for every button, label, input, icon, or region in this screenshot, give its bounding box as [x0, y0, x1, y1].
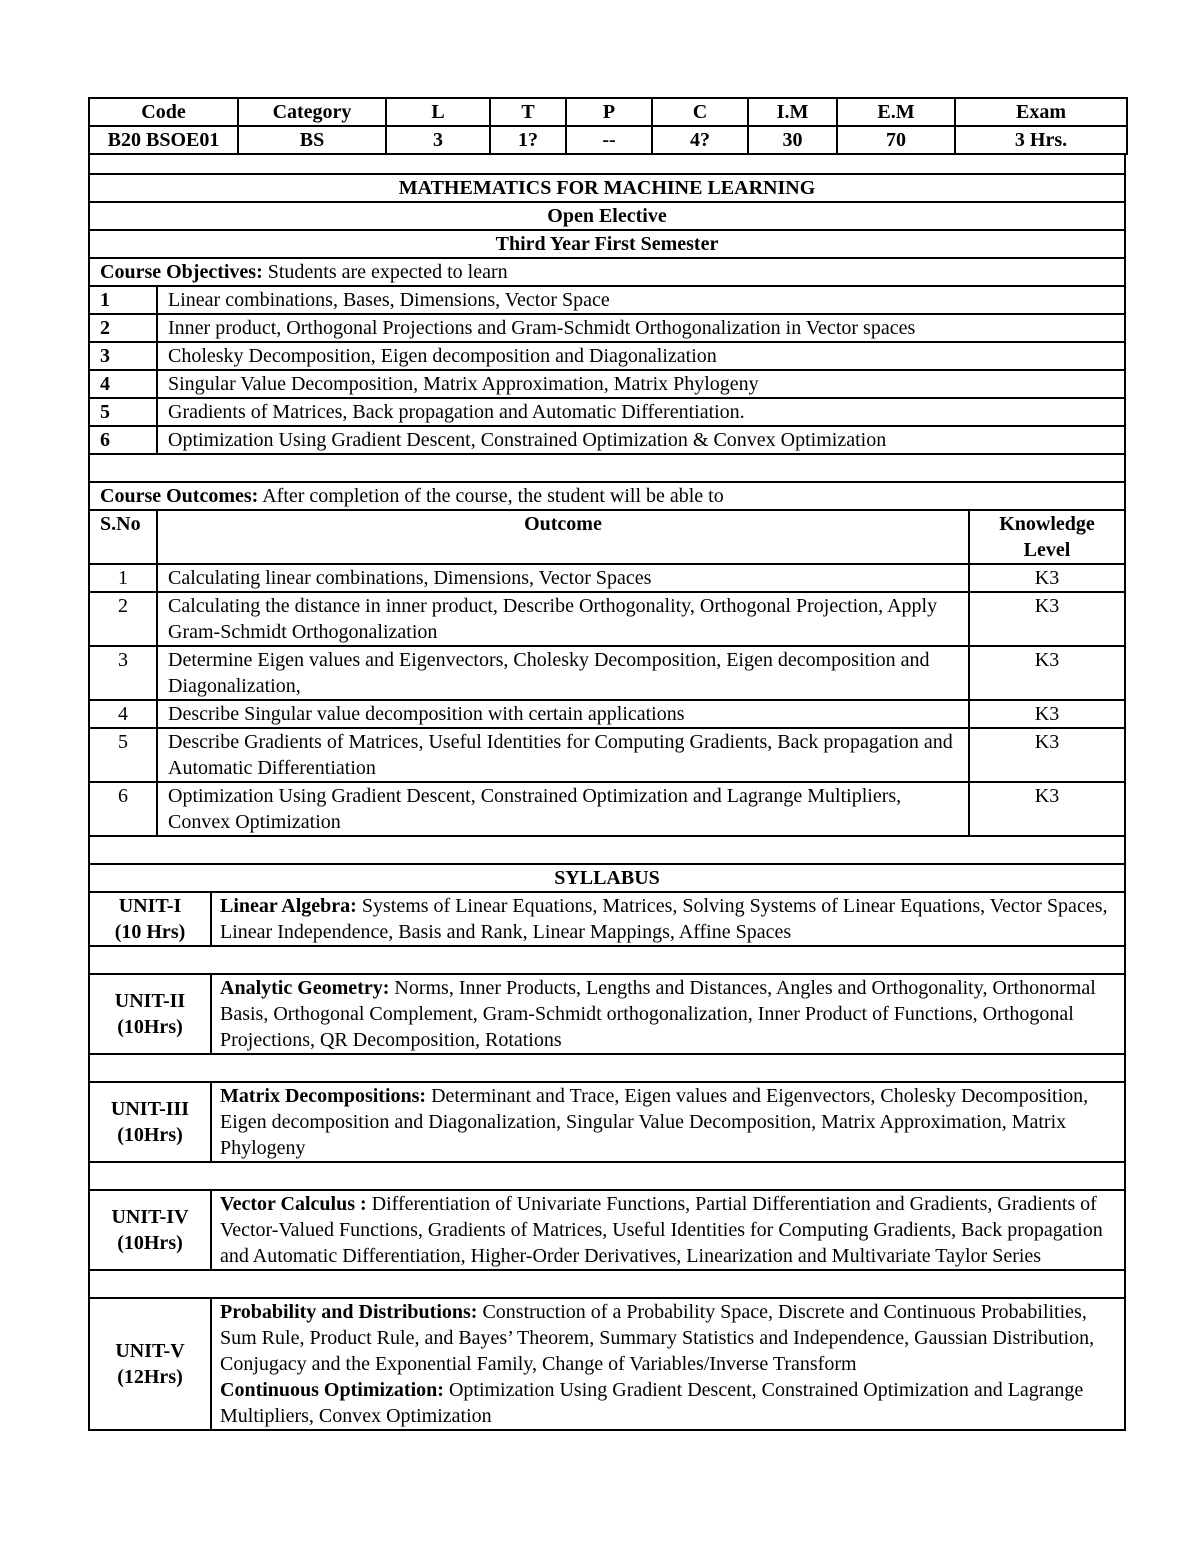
- objective-text: Linear combinations, Bases, Dimensions, Vector Space: [157, 286, 1125, 314]
- outcomes-label: Course Outcomes:: [100, 485, 259, 507]
- syllabus-heading: SYLLABUS: [89, 864, 1125, 892]
- unit-hours: (10Hrs): [117, 1016, 183, 1038]
- header-values-row: [89, 126, 1127, 154]
- outcome-row: [89, 782, 1125, 836]
- unit-name: UNIT-V: [115, 1340, 185, 1362]
- spacer-row: [89, 454, 1125, 482]
- course-subtitle-row: [89, 202, 1125, 230]
- spacer-row: [89, 1054, 1125, 1082]
- unit-description: Differentiation of Univariate Functions, Partial Differentiation and Gradients, Gradients of Vector-Valued Functions, Gradients of Matrices, Useful Identities for Computing Gradients, Back propagation and Automatic Differentiation, Higher-Order Derivatives, Linearization and Multivariate Taylor Series: [220, 1193, 1103, 1267]
- col-l-label: L: [386, 98, 490, 126]
- category-value: BS: [238, 126, 386, 154]
- outcomes-intro-row: [89, 482, 1125, 510]
- objective-number: 1: [89, 286, 157, 314]
- spacer-row: [89, 1270, 1125, 1298]
- outcome-sno: 2: [89, 592, 157, 646]
- unit-name: UNIT-IV: [111, 1206, 189, 1228]
- outcome-text: Describe Gradients of Matrices, Useful Identities for Computing Gradients, Back propagation and Automatic Differentiation: [157, 728, 969, 782]
- outcome-row: [89, 592, 1125, 646]
- unit-description-secondary: Optimization Using Gradient Descent, Constrained Optimization and Lagrange Multipliers, Convex Optimization: [220, 1379, 1084, 1427]
- outcomes-header-row: [89, 510, 1125, 564]
- l-value: 3: [386, 126, 490, 154]
- objective-text: Cholesky Decomposition, Eigen decomposition and Diagonalization: [157, 342, 1125, 370]
- outcome-text: Determine Eigen values and Eigenvectors, Cholesky Decomposition, Eigen decomposition and Diagonalization,: [157, 646, 969, 700]
- unit-topic: Linear Algebra:: [220, 895, 357, 917]
- unit-name: UNIT-I: [118, 895, 182, 917]
- unit-name: UNIT-II: [114, 990, 186, 1012]
- c-value: 4?: [652, 126, 748, 154]
- outcome-text: Optimization Using Gradient Descent, Constrained Optimization and Lagrange Multipliers, Convex Optimization: [157, 782, 969, 836]
- unit-topic: Probability and Distributions:: [220, 1301, 478, 1323]
- unit-description: Determinant and Trace, Eigen values and Eigenvectors, Cholesky Decomposition, Eigen decomposition and Diagonalization, Singular Value Decomposition, Matrix Approximation, Matrix Phylogeny: [220, 1085, 1089, 1159]
- outcomes-intro: After completion of the course, the student will be able to: [258, 485, 724, 507]
- unit-hours: (10Hrs): [117, 1124, 183, 1146]
- objective-row: [89, 426, 1125, 454]
- spacer-row: [89, 836, 1125, 864]
- im-value: 30: [748, 126, 837, 154]
- objective-text: Gradients of Matrices, Back propagation and Automatic Differentiation.: [157, 398, 1125, 426]
- col-code-label: Code: [89, 98, 238, 126]
- outcome-row: [89, 728, 1125, 782]
- unit-topic: Analytic Geometry:: [220, 977, 390, 999]
- course-header-table: [88, 97, 1128, 155]
- unit-name: UNIT-III: [110, 1098, 190, 1120]
- em-value: 70: [837, 126, 955, 154]
- course-title: MATHEMATICS FOR MACHINE LEARNING: [89, 174, 1125, 202]
- syllabus-document: [88, 97, 1126, 1431]
- objectives-label: Course Objectives:: [100, 261, 263, 283]
- course-title-row: [89, 174, 1125, 202]
- col-t-label: T: [490, 98, 566, 126]
- outcomes-table: [88, 481, 1126, 837]
- objective-row: [89, 398, 1125, 426]
- col-category-label: Category: [238, 98, 386, 126]
- unit-description: Norms, Inner Products, Lengths and Distances, Angles and Orthogonality, Orthonormal Basis, Orthogonal Complement, Gram-Schmidt orthogonalization, Inner Product of Functions, Orthogonal Projections, QR Decomposition, Rotations: [220, 977, 1096, 1051]
- col-em-label: E.M: [837, 98, 955, 126]
- objective-row: [89, 370, 1125, 398]
- outcome-sno: 1: [89, 564, 157, 592]
- outcome-text: Calculating linear combinations, Dimensions, Vector Spaces: [157, 564, 969, 592]
- objective-number: 6: [89, 426, 157, 454]
- unit-topic-secondary: Continuous Optimization:: [220, 1379, 444, 1401]
- unit-description: Systems of Linear Equations, Matrices, Solving Systems of Linear Equations, Vector Spaces, Linear Independence, Basis and Rank, Linear Mappings, Affine Spaces: [220, 895, 1108, 943]
- knowledge-level-header: Knowledge Level: [969, 510, 1125, 564]
- objectives-table: [88, 153, 1126, 483]
- semester-row: [89, 230, 1125, 258]
- objectives-intro-row: [89, 258, 1125, 286]
- unit-hours: (12Hrs): [117, 1366, 183, 1388]
- objective-number: 4: [89, 370, 157, 398]
- objective-number: 5: [89, 398, 157, 426]
- syllabus-table: [88, 835, 1126, 1431]
- objective-number: 3: [89, 342, 157, 370]
- p-value: --: [566, 126, 652, 154]
- outcome-level: K3: [969, 782, 1125, 836]
- col-exam-label: Exam: [955, 98, 1127, 126]
- code-value: B20 BSOE01: [89, 126, 238, 154]
- spacer-row: [89, 946, 1125, 974]
- unit-description: Construction of a Probability Space, Discrete and Continuous Probabilities, Sum Rule, Product Rule, and Bayes’ Theorem, Summary Statistics and Independence, Gaussian Distribution, Conjugacy and the Exponential Family, Change of Variables/Inverse Transform: [220, 1301, 1095, 1375]
- objective-row: [89, 342, 1125, 370]
- unit-row: [89, 1190, 1125, 1270]
- t-value: 1?: [490, 126, 566, 154]
- semester-label: Third Year First Semester: [89, 230, 1125, 258]
- unit-row: [89, 1298, 1125, 1430]
- objective-text: Singular Value Decomposition, Matrix Approximation, Matrix Phylogeny: [157, 370, 1125, 398]
- col-im-label: I.M: [748, 98, 837, 126]
- unit-row: [89, 974, 1125, 1054]
- exam-value: 3 Hrs.: [955, 126, 1127, 154]
- outcome-sno: 3: [89, 646, 157, 700]
- unit-hours: (10Hrs): [117, 1232, 183, 1254]
- outcome-sno: 4: [89, 700, 157, 728]
- unit-topic: Vector Calculus :: [220, 1193, 367, 1215]
- syllabus-heading-row: [89, 864, 1125, 892]
- unit-hours: (10 Hrs): [114, 921, 186, 943]
- objective-number: 2: [89, 314, 157, 342]
- spacer-row: [89, 1162, 1125, 1190]
- col-p-label: P: [566, 98, 652, 126]
- outcome-sno: 6: [89, 782, 157, 836]
- objective-row: [89, 314, 1125, 342]
- outcome-header: Outcome: [157, 510, 969, 564]
- outcome-row: [89, 700, 1125, 728]
- unit-row: [89, 1082, 1125, 1162]
- objective-text: Optimization Using Gradient Descent, Constrained Optimization & Convex Optimization: [157, 426, 1125, 454]
- outcome-text: Describe Singular value decomposition with certain applications: [157, 700, 969, 728]
- unit-topic: Matrix Decompositions:: [220, 1085, 427, 1107]
- outcome-text: Calculating the distance in inner product, Describe Orthogonality, Orthogonal Projection, Apply Gram-Schmidt Orthogonalization: [157, 592, 969, 646]
- col-c-label: C: [652, 98, 748, 126]
- outcome-level: K3: [969, 592, 1125, 646]
- unit-row: [89, 892, 1125, 946]
- outcome-level: K3: [969, 700, 1125, 728]
- sno-header: S.No: [89, 510, 157, 564]
- outcome-row: [89, 564, 1125, 592]
- outcome-sno: 5: [89, 728, 157, 782]
- outcome-level: K3: [969, 646, 1125, 700]
- outcome-level: K3: [969, 564, 1125, 592]
- objectives-intro: Students are expected to learn: [262, 261, 508, 283]
- outcome-row: [89, 646, 1125, 700]
- outcome-level: K3: [969, 728, 1125, 782]
- objective-row: [89, 286, 1125, 314]
- objective-text: Inner product, Orthogonal Projections and Gram-Schmidt Orthogonalization in Vector spaces: [157, 314, 1125, 342]
- header-labels-row: [89, 98, 1127, 126]
- spacer-row: [89, 154, 1125, 174]
- course-subtitle: Open Elective: [89, 202, 1125, 230]
